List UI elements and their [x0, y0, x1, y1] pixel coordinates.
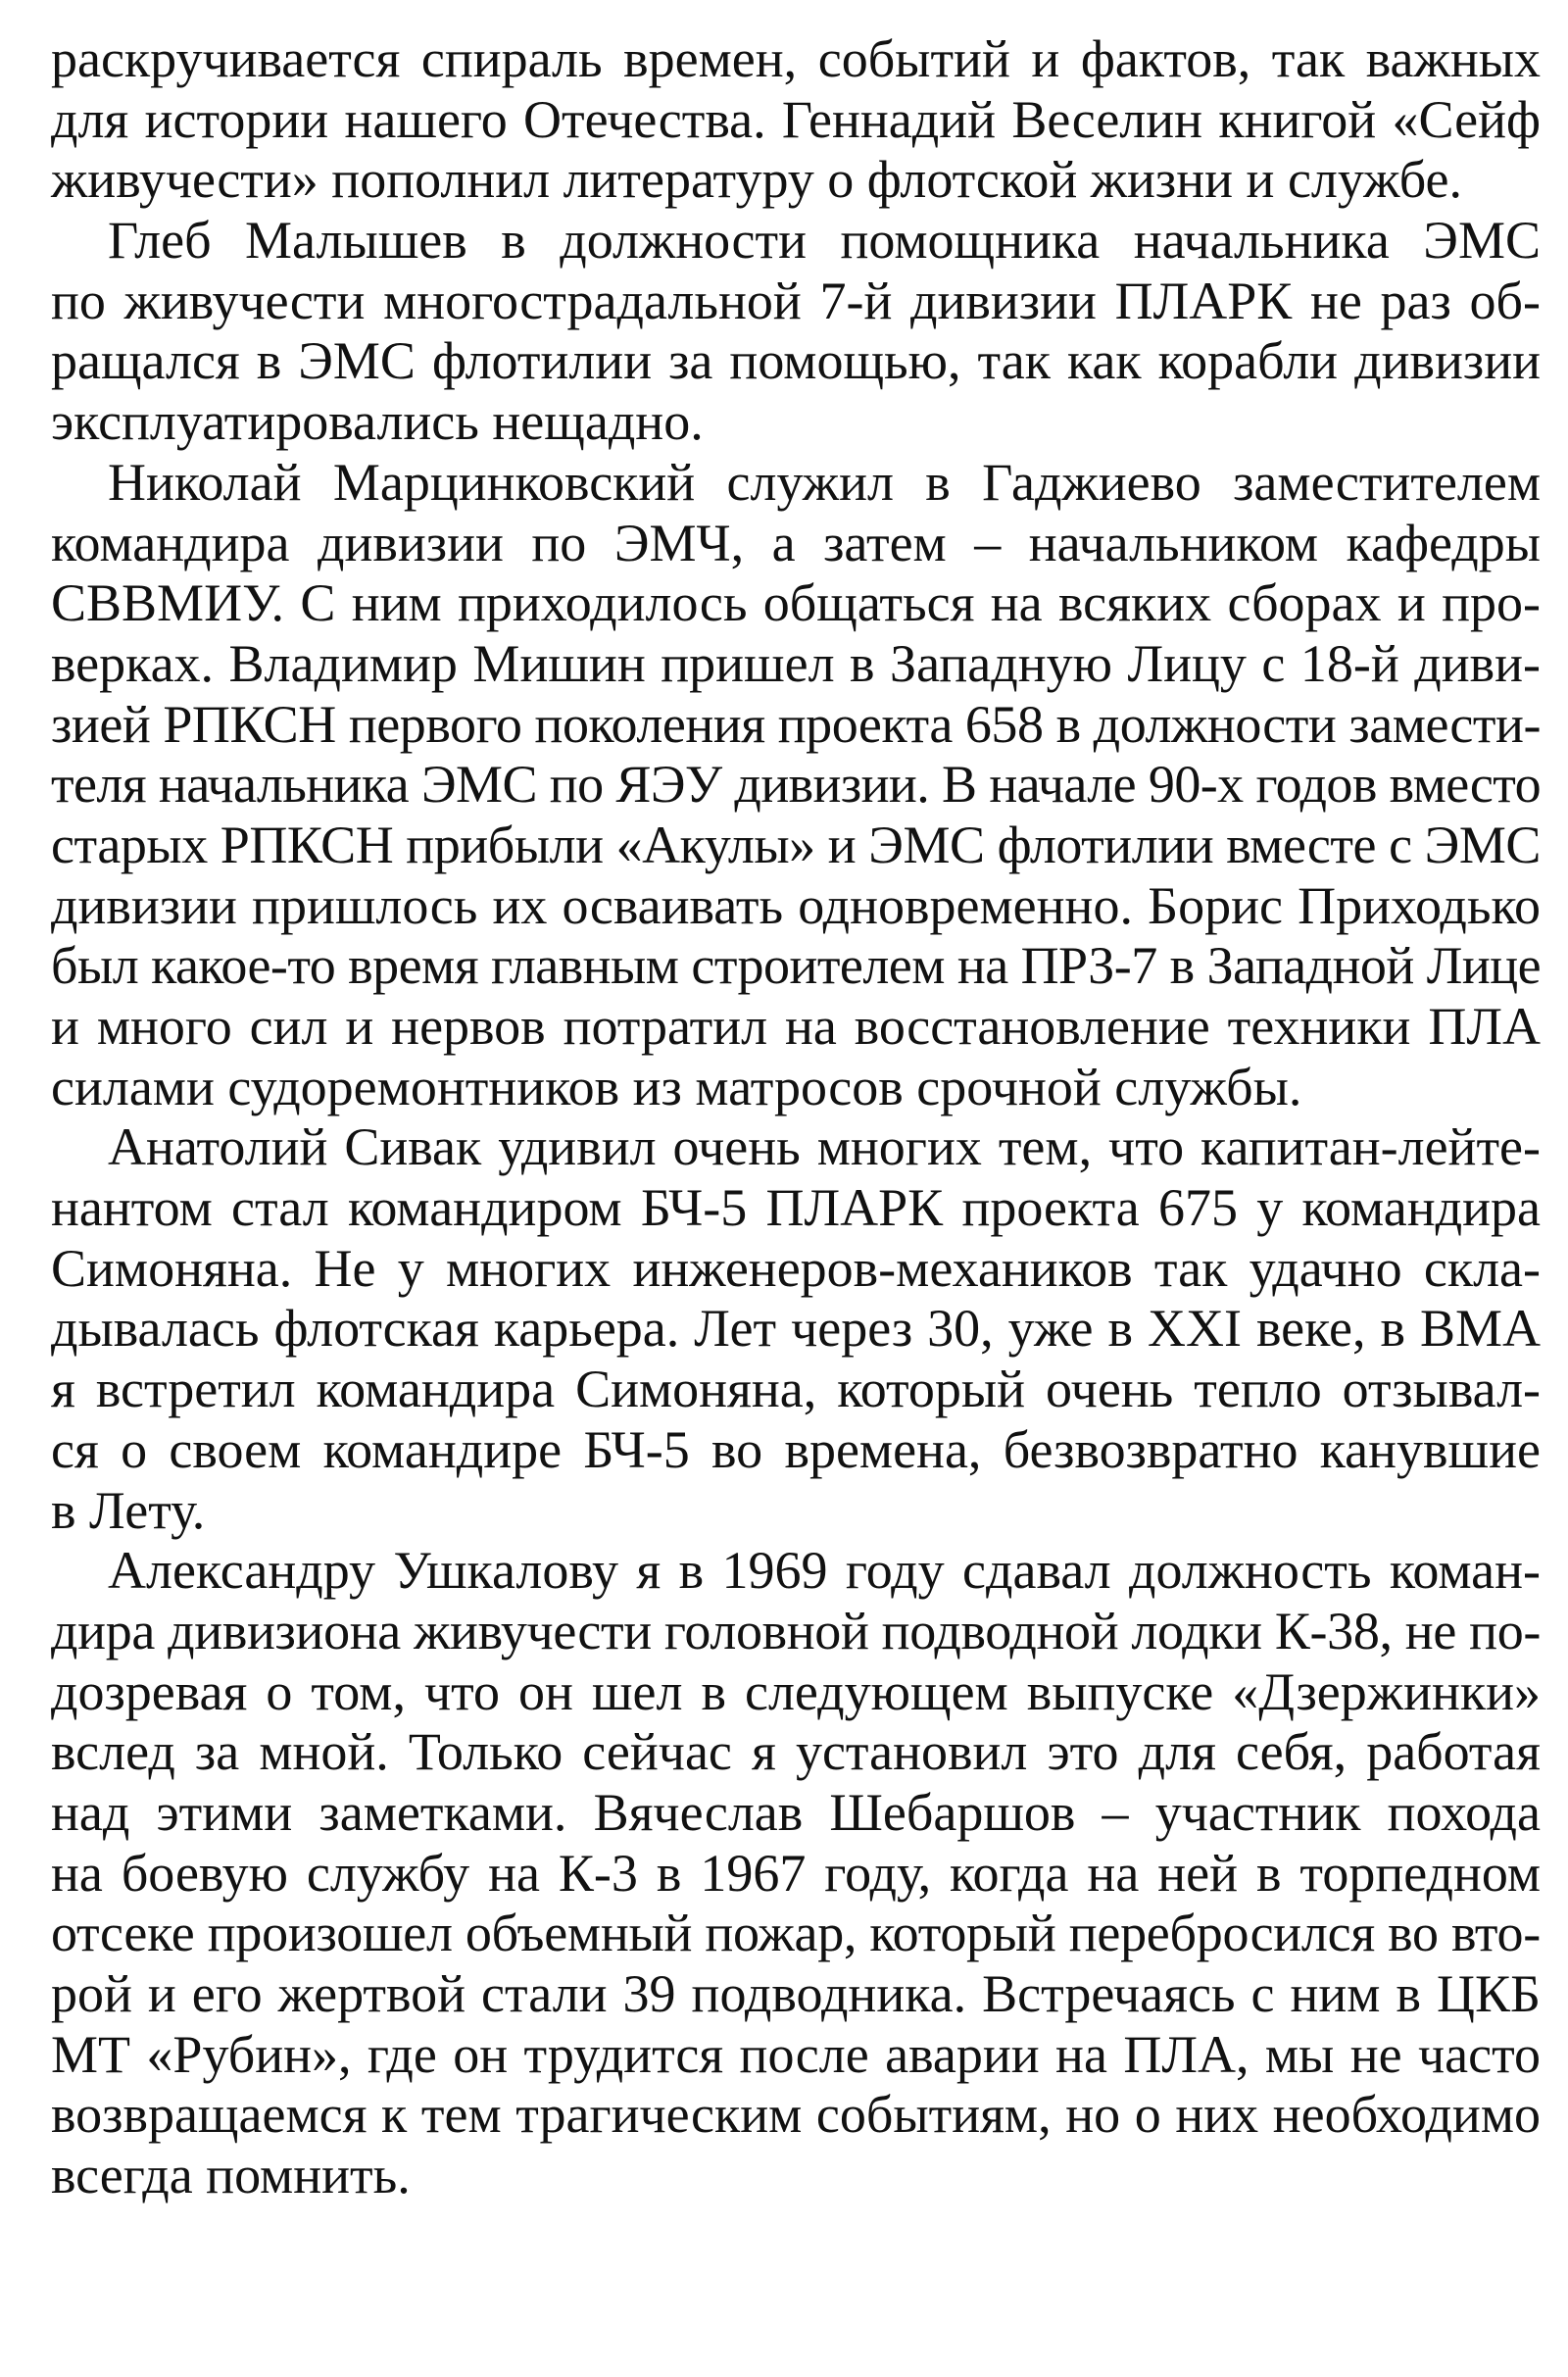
text-line: командира дивизии по ЭМЧ, а затем – начальником кафедры [51, 513, 1541, 572]
text-line: и много сил и нервов потратил на восстановление техники ПЛА [51, 997, 1541, 1056]
text-line: отсеке произошел объемный пожар, который перебросился во вто- [51, 1904, 1541, 1963]
text-line: ся о своем командире БЧ-5 во времена, безвозвратно канувшие [51, 1419, 1541, 1479]
text-line: дывалась флотская карьера. Лет через 30, уже в XXI веке, в ВМА [51, 1299, 1541, 1359]
text-line: дозревая о том, что он шел в следующем выпуске «Дзержинки» [51, 1661, 1541, 1721]
text-line: вслед за мной. Только сейчас я установил это для себя, работая [51, 1722, 1541, 1782]
text-line: для истории нашего Отечества. Геннадий Веселин книгой «Сейф [51, 89, 1541, 149]
text-line: нантом стал командиром БЧ-5 ПЛАРК проекта 675 у командира [51, 1178, 1541, 1238]
text-line: Симоняна. Не у многих инженеров-механиков так удачно скла- [51, 1238, 1541, 1298]
text-line: на боевую службу на К-3 в 1967 году, когда на ней в торпедном [51, 1843, 1541, 1903]
text-line: СВВМИУ. С ним приходилось общаться на всяких сборах и про- [51, 573, 1541, 633]
text-line: МТ «Рубин», где он трудится после аварии на ПЛА, мы не часто [51, 2024, 1541, 2084]
text-line: в Лету. [51, 1480, 206, 1540]
text-line: Александру Ушкалову я в 1969 году сдавал должность коман- [108, 1541, 1541, 1601]
text-line: рой и его жертвой стали 39 подводника. Встречаясь с ним в ЦКБ [51, 1964, 1541, 2023]
text-line: всегда помнить. [51, 2146, 411, 2205]
text-line: Николай Марцинковский служил в Гаджиево заместителем [108, 452, 1541, 512]
text-line: возвращаемся к тем трагическим событиям, но о них необходимо [51, 2085, 1541, 2145]
text-line: был какое-то время главным строителем на ПРЗ-7 в Западной Лице [51, 936, 1542, 996]
text-line: дивизии пришлось их осваивать одновременно. Борис Приходько [51, 875, 1541, 935]
document-page [51, 29, 1541, 2206]
text-line: дира дивизиона живучести головной подводной лодки К-38, не по- [51, 1601, 1541, 1660]
text-line: Анатолий Сивак удивил очень многих тем, что капитан-лейте- [108, 1117, 1541, 1177]
text-line: раскручивается спираль времен, событий и фактов, так важных [51, 29, 1541, 88]
text-line: я встретил командира Симоняна, который очень тепло отзывал- [51, 1360, 1541, 1419]
paragraph-3 [51, 453, 1541, 1118]
text-line: Глеб Малышев в должности помощника начальника ЭМС [108, 211, 1541, 271]
paragraph-5 [51, 1541, 1541, 2206]
text-line: эксплуатировались нещадно. [51, 392, 704, 452]
text-line: живучести» пополнил литературу о флотской жизни и службе. [51, 150, 1462, 210]
paragraph-2 [51, 211, 1541, 453]
paragraph-1 [51, 29, 1541, 211]
paragraph-4 [51, 1117, 1541, 1541]
text-line: над этими заметками. Вячеслав Шебаршов – участник похода [51, 1782, 1541, 1842]
text-line: зией РПКСН первого поколения проекта 658 в должности замести- [51, 694, 1541, 754]
text-line: ращался в ЭМС флотилии за помощью, так как корабли дивизии [51, 331, 1541, 391]
text-line: теля начальника ЭМС по ЯЭУ дивизии. В начале 90-х годов вместо [51, 755, 1541, 815]
text-line: по живучести многострадальной 7-й дивизии ПЛАРК не раз об- [51, 271, 1541, 330]
text-line: силами судоремонтников из матросов срочной службы. [51, 1057, 1302, 1116]
text-line: верках. Владимир Мишин пришел в Западную Лицу с 18-й диви- [51, 633, 1541, 693]
text-line: старых РПКСН прибыли «Акулы» и ЭМС флотилии вместе с ЭМС [51, 815, 1541, 874]
